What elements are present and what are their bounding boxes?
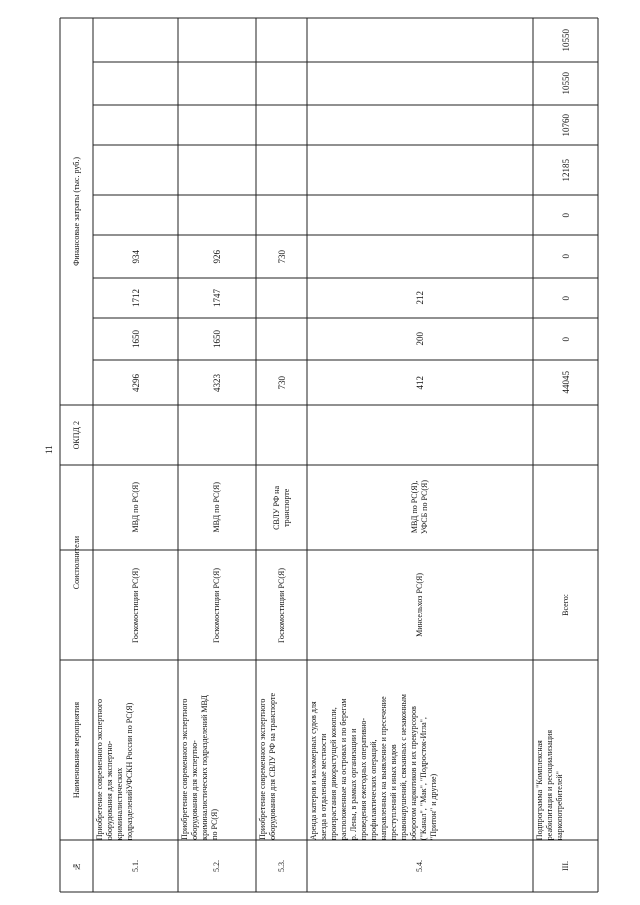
row-cost-value (307, 318, 533, 360)
row-cost-value-text: 934 (130, 249, 141, 264)
row-num-text: 5.3. (276, 860, 286, 872)
row-exec2 (307, 465, 533, 550)
row-cost-value-text: 12185 (560, 158, 571, 182)
row-cost-value-text: 10550 (560, 28, 571, 52)
row-cost-value (93, 105, 178, 145)
row-name (309, 660, 531, 840)
row-name-text: Приобретение современного экспертного оборудования для СВЛУ РФ на транспорте (258, 693, 277, 840)
row-cost-value (533, 360, 598, 405)
header-costs-text: Финансовые затраты (тыс. руб.) (71, 157, 81, 266)
row-cost-value (533, 145, 598, 195)
row-num-text: 5.4. (415, 860, 424, 872)
row-cost-value (178, 278, 256, 318)
header-executors-text: Соисполнители (71, 535, 81, 590)
row-exec1-text: Минсельхоз РС(Я) (415, 573, 424, 637)
row-name-text: Подпрограмма "Комплексная реабилитация и ресоциализация наркопотребителей" (535, 729, 564, 840)
row-cost-value-text: 0 (560, 212, 571, 218)
row-cost-value (307, 62, 533, 105)
row-okpd (93, 405, 178, 465)
row-cost-value (256, 62, 307, 105)
row-cost-value-text: 730 (276, 249, 287, 264)
row-cost-value-text: 44045 (560, 371, 571, 394)
row-cost-value-text: 0 (560, 254, 571, 259)
row-cost-value (256, 18, 307, 62)
row-num (178, 840, 256, 892)
row-num-text: III. (560, 861, 570, 871)
row-cost-value-text: 0 (560, 295, 571, 301)
row-name (180, 660, 254, 840)
page-number: 11 (44, 445, 54, 455)
header-num-text: № (71, 861, 81, 871)
header-okpd (60, 405, 93, 465)
header-costs (60, 18, 93, 405)
row-cost-value-text: 926 (212, 249, 222, 264)
row-cost-value (178, 318, 256, 360)
row-cost-value (307, 235, 533, 278)
row-cost-value (256, 195, 307, 235)
row-cost-value-text: 10550 (560, 72, 571, 95)
row-cost-value (533, 105, 598, 145)
row-okpd (178, 405, 256, 465)
row-cost-value (256, 278, 307, 318)
row-cost-value-text: 1650 (130, 330, 141, 348)
row-num (93, 840, 178, 892)
row-exec1-text: Всего: (560, 594, 570, 616)
row-num (533, 840, 598, 892)
row-exec2 (256, 465, 307, 550)
row-exec2 (533, 465, 598, 550)
row-exec2-text: МВД по РС(Я) (212, 482, 221, 533)
row-cost-value (256, 360, 307, 405)
row-exec1 (93, 550, 178, 660)
row-cost-value-text: 0 (560, 336, 571, 342)
row-exec1 (533, 550, 598, 660)
row-name (95, 660, 176, 840)
header-name (60, 660, 93, 840)
row-cost-value (178, 105, 256, 145)
row-cost-value (533, 235, 598, 278)
row-okpd (307, 405, 533, 465)
row-cost-value (307, 18, 533, 62)
row-cost-value-text: 10760 (560, 113, 571, 137)
header-executors (60, 465, 93, 660)
row-cost-value-text: 730 (276, 375, 287, 390)
row-cost-value (93, 278, 178, 318)
row-cost-value (533, 18, 598, 62)
row-cost-value (178, 145, 256, 195)
row-cost-value (256, 235, 307, 278)
row-cost-value (256, 145, 307, 195)
row-exec2 (93, 465, 178, 550)
row-name (258, 660, 305, 840)
row-cost-value (256, 318, 307, 360)
row-cost-value (93, 360, 178, 405)
row-cost-value-text: 4323 (212, 373, 222, 392)
row-cost-value-text: 1650 (212, 330, 222, 348)
row-cost-value (256, 105, 307, 145)
row-cost-value (307, 360, 533, 405)
row-exec2-text: МВД по РС(Я) (130, 482, 140, 533)
row-cost-value (178, 62, 256, 105)
row-cost-value (93, 195, 178, 235)
row-exec1 (178, 550, 256, 660)
row-cost-value (93, 62, 178, 105)
row-name-text: Приобретение современного экспертного оборудования для экспертно- криминалистических подразделений МВД по РС(Я) (180, 695, 219, 840)
row-num-text: 5.2. (212, 860, 221, 872)
row-cost-value (533, 318, 598, 360)
header-num (60, 840, 93, 892)
row-cost-value (178, 18, 256, 62)
row-cost-value-text: 412 (415, 375, 425, 390)
header-okpd-text: ОКПД 2 (71, 420, 81, 450)
row-exec2-text: МВД по РС(Я), УФСБ по РС(Я) (410, 480, 429, 535)
row-num (307, 840, 533, 892)
row-num-text: 5.1. (130, 860, 140, 872)
row-exec1-text: Госкомостиции РС(Я) (130, 567, 140, 643)
row-cost-value (307, 278, 533, 318)
row-exec1 (307, 550, 533, 660)
header-name-text: Наименование мероприятия (71, 701, 81, 799)
row-cost-value (178, 360, 256, 405)
row-cost-value (533, 195, 598, 235)
row-name-text: Приобретение современного экспертного оборудования для экспертно- криминалистических подразделенийУФСКН России по РС(Я) (95, 698, 134, 840)
row-exec2-text: СВЛУ РФ на транспорте (271, 485, 291, 530)
row-cost-value-text: 212 (415, 291, 425, 305)
row-exec2 (178, 465, 256, 550)
row-cost-value (307, 105, 533, 145)
row-okpd (533, 405, 598, 465)
row-cost-value (93, 318, 178, 360)
row-cost-value (93, 235, 178, 278)
row-cost-value (93, 18, 178, 62)
row-cost-value (533, 278, 598, 318)
row-name (535, 660, 596, 840)
row-name-text: Аренда катеров и маломерных судов для заезда в отдаленные местности произрастания дикорастущей конопли, расположенные на островах и по берегам р. Лены, в рамках организации и проведения ежегодных оперативно- профилактических операций, направленных на выявление и пресечение преступлений и иных видов правонарушений, связанных с незаконным оборотом наркотиков и их прекурсоров ("Канал", "Мак", "Подросток-Игла", "Притон" и другие) (309, 693, 438, 840)
row-cost-value (178, 235, 256, 278)
row-cost-value (307, 145, 533, 195)
row-cost-value-text: 1712 (130, 289, 141, 307)
row-exec1-text: Госкомостиции РС(Я) (212, 567, 221, 643)
row-cost-value (307, 195, 533, 235)
row-cost-value (93, 145, 178, 195)
row-exec1-text: Госкомостиции РС(Я) (276, 567, 286, 643)
row-exec1 (256, 550, 307, 660)
row-cost-value-text: 1747 (212, 289, 222, 307)
row-cost-value (178, 195, 256, 235)
row-cost-value-text: 200 (415, 332, 425, 346)
row-cost-value-text: 4296 (130, 373, 141, 392)
row-okpd (256, 405, 307, 465)
row-num (256, 840, 307, 892)
row-cost-value (533, 62, 598, 105)
